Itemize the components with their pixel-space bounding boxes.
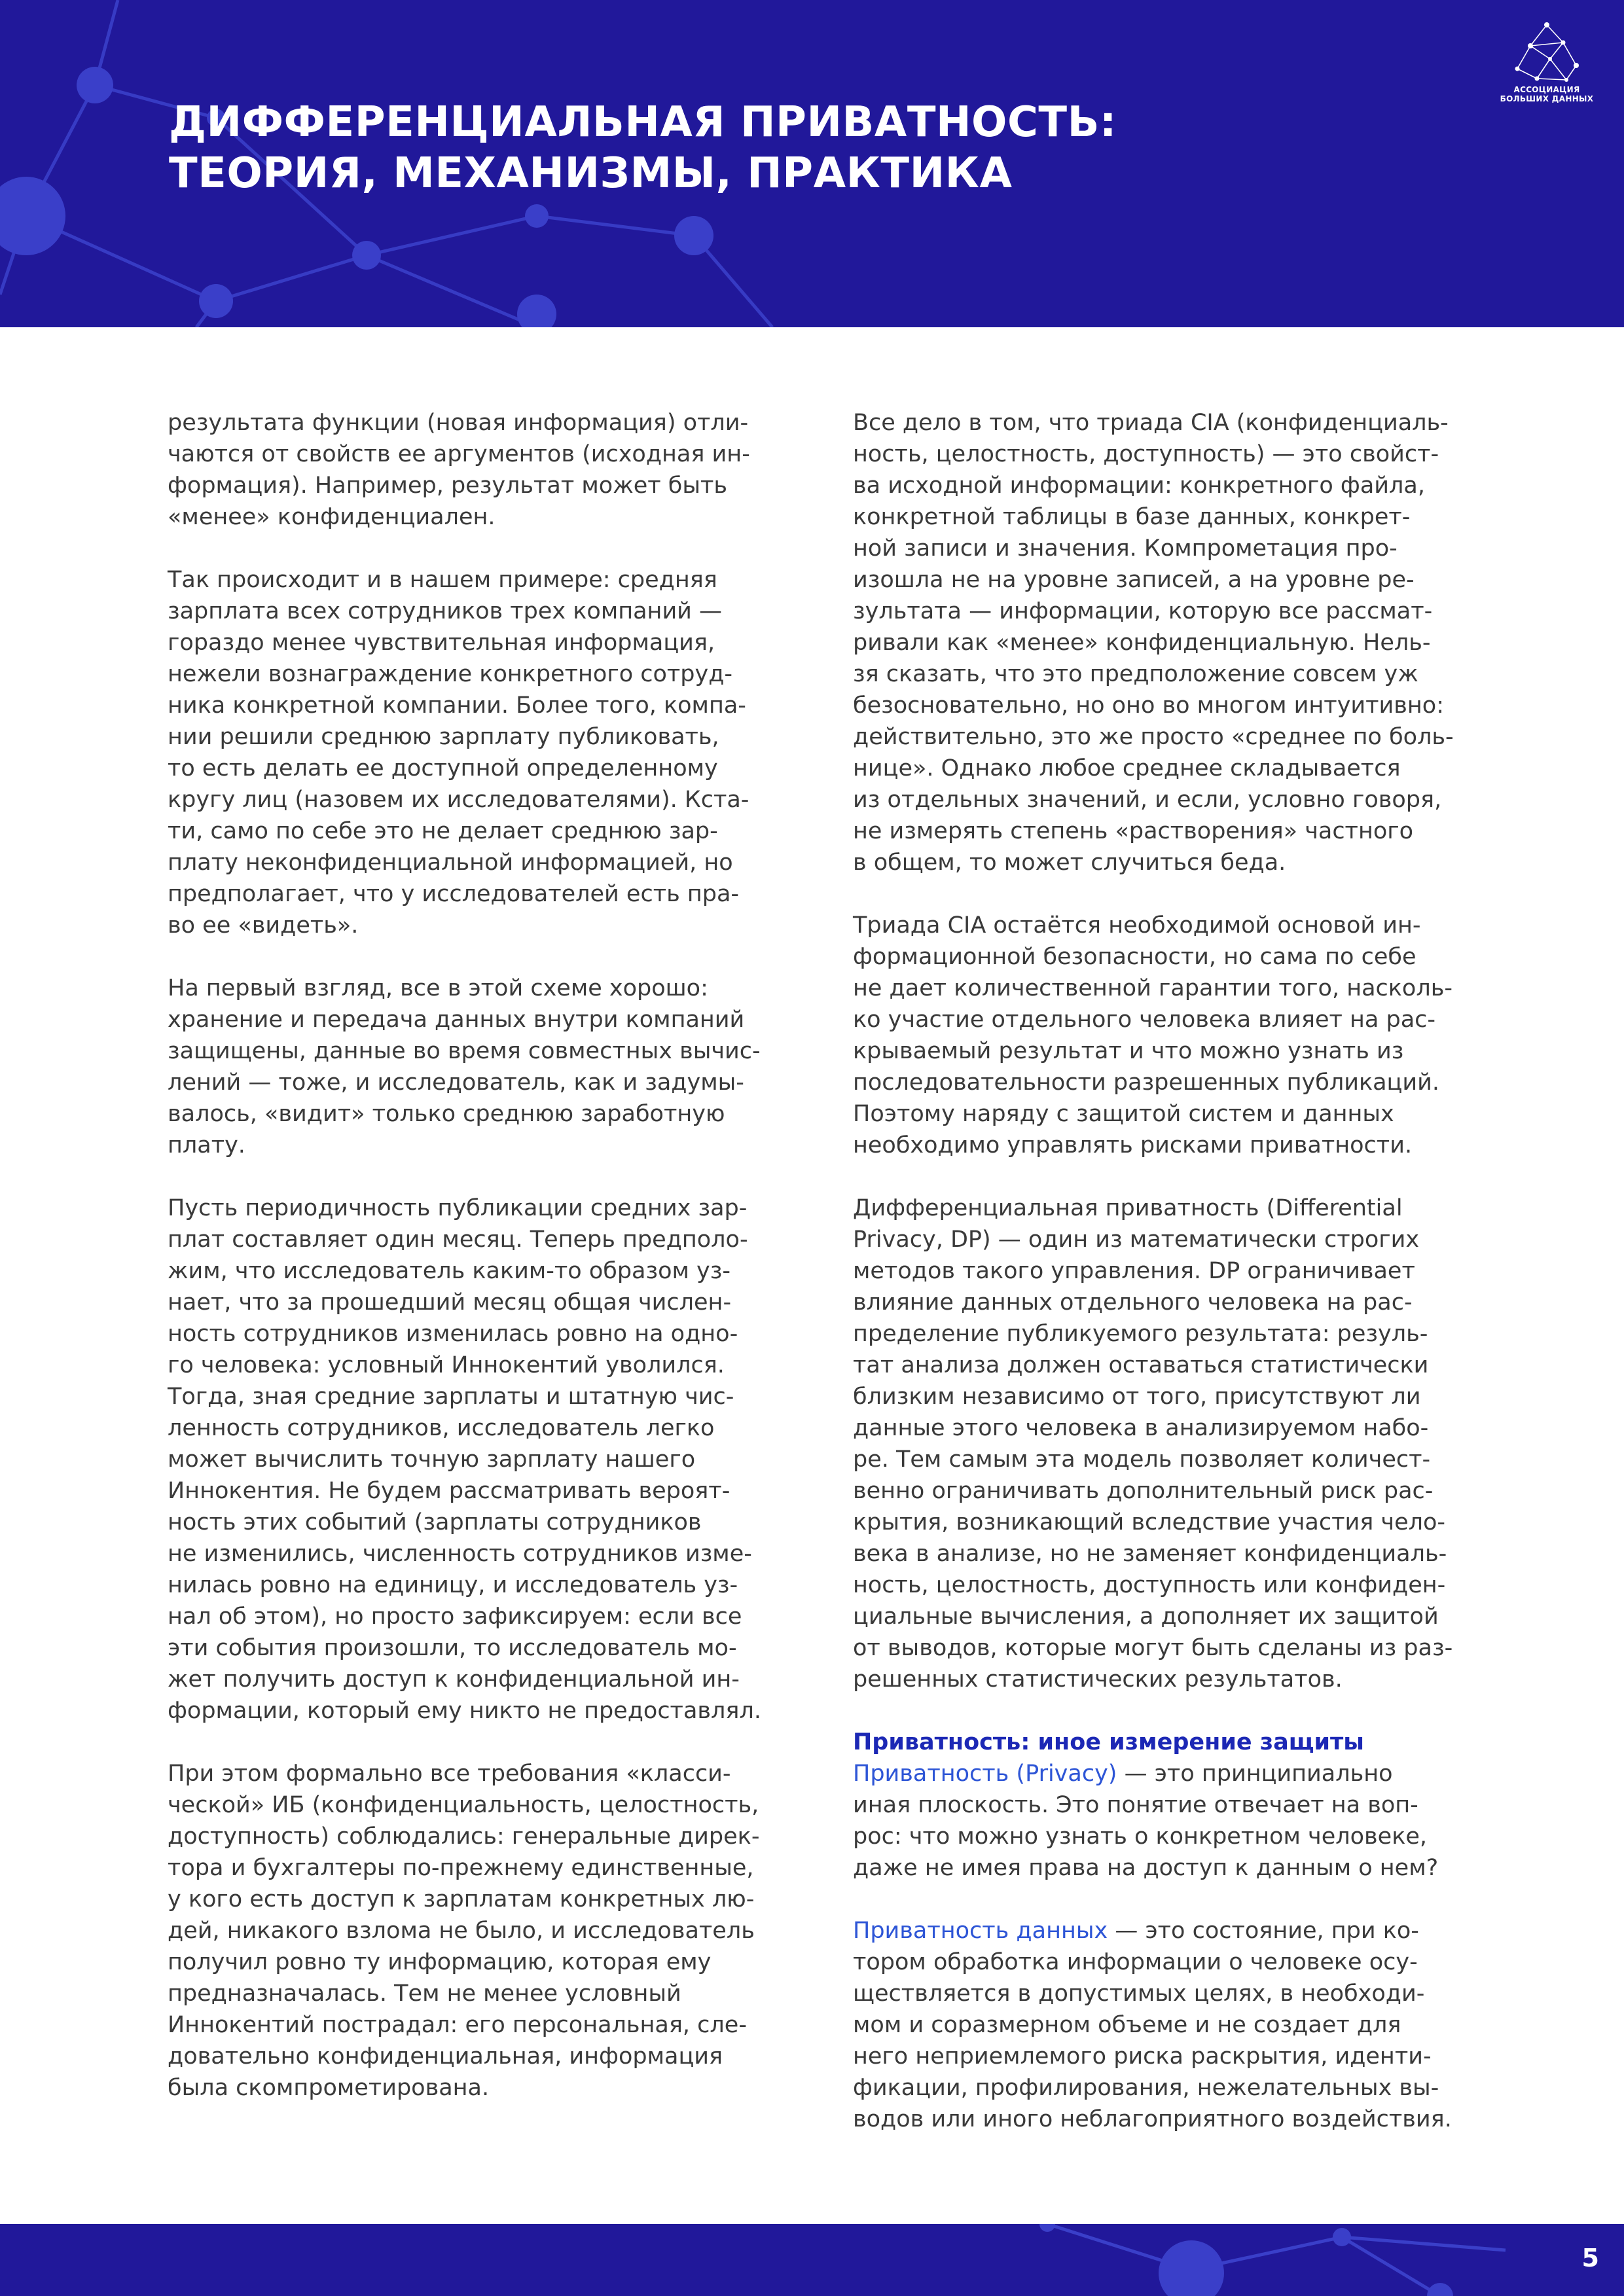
privacy-definition: — это принципиально иная плоскость. Это понятие отвечает на воп- рос: что можно узнать о конкретном человеке, даже не имея права на доступ к данным о нем?: [853, 1761, 1439, 1881]
right-paragraph-5: [853, 1915, 1501, 2135]
left-paragraph-3: На первый взгляд, все в этой схеме хорошо: хранение и передача данных внутри компаний защищены, данные во время совместных вычис- лений — тоже, и исследователь, как и задумы- валось, «видит» только среднюю заработную плату.: [168, 975, 761, 1158]
right-column: [853, 407, 1501, 2135]
logo-caption: [1486, 85, 1608, 103]
term-data-privacy: Приватность данных: [853, 1918, 1108, 1944]
page-title: [169, 97, 1117, 199]
right-paragraph-3: Дифференциальная приватность (Differential Privacy, DP) — один из математически строгих методов такого управления. DP ограничивает влияние данных отдельного человека на рас- пределение публикуемого результата: резуль- тат анализа должен оставаться статистически близким независимо от того, присутствуют ли данные этого человека в анализируемом набо- ре. Тем самым эта модель позволяет количест- венно ограничивать дополнительный риск рас- крытия, возникающий вследствие участия чело- века в анализе, но не заменяет конфиденциаль- ность, целостность, доступность или конфиден- циальные вычисления, а дополняет их защитой от выводов, которые могут быть сделаны из раз- решенных статистических результатов.: [853, 1195, 1453, 1693]
left-column: [168, 407, 789, 2135]
page-number: 5: [1581, 2244, 1599, 2272]
left-paragraph-4: Пусть периодичность публикации средних зар- плат составляет один месяц. Теперь предполо- жим, что исследователь каким-то образом уз- нает, что за прошедший месяц общая числен- ность сотрудников изменилась ровно на одно- го человека: условный Иннокентий уволился. Тогда, зная средние зарплаты и штатную чис- ленность сотрудников, исследователь легко может вычислить точную зарплату нашего Иннокентия. Не будем рассматривать вероят- ность этих событий (зарплаты сотрудников не изменились, численность сотрудников изме- нилась ровно на единицу, и исследователь уз- нал об этом), но просто зафиксируем: если все эти события произошли, то исследователь мо- жет получить доступ к конфиденциальной ин- формации, который ему никто не предоставлял.: [168, 1195, 761, 1724]
title-line-1: ДИФФЕРЕНЦИАЛЬНАЯ ПРИВАТНОСТЬ:: [169, 98, 1117, 147]
right-paragraph-1: Все дело в том, что триада CIA (конфиденциаль- ность, целостность, доступность) — это свойст- ва исходной информации: конкретного файла, конкретной таблицы в базе данных, конкрет- ной записи и значения. Компрометация про- изошла не на уровне записей, а на уровне ре- зультата — информации, которую все рассмат- ривали как «менее» конфиденциальную. Нель- зя сказать, что это предположение совсем уж безосновательно, но оно во многом интуитивно: действительно, это же просто «среднее по боль- нице». Однако любое среднее складывается из отдельных значений, и если, условно говоря, не измерять степень «растворения» частного в общем, то может случиться беда.: [853, 410, 1454, 876]
right-paragraph-4: [853, 1758, 1501, 1884]
page-footer-banner: [0, 2224, 1624, 2296]
data-privacy-definition: — это состояние, при ко- тором обработка информации о человеке осу- ществляется в допустимых целях, в необходи- мом и соразмерном объеме и не создает для него неприемлемого риска раскрытия, иденти- фикации, профилирования, нежелательных вы- водов или иного неблагоприятного воздействия.: [853, 1918, 1452, 2132]
title-line-2: ТЕОРИЯ, МЕХАНИЗМЫ, ПРАКТИКА: [169, 149, 1013, 198]
logo-caption-line-1: АССОЦИАЦИЯ: [1513, 85, 1580, 94]
left-paragraph-2: Так происходит и в нашем примере: средняя зарплата всех сотрудников трех компаний — гораздо менее чувствительная информация, нежели вознаграждение конкретного сотруд- ника конкретной компании. Более того, компа- нии решили среднюю зарплату публиковать, то есть делать ее доступной определенному кругу лиц (назовем их исследователями). Кста- ти, само по себе это не делает среднюю зар- плату неконфиденциальной информацией, но предполагает, что у исследователей есть пра- во ее «видеть».: [168, 567, 749, 939]
left-paragraph-5: При этом формально все требования «класси- ческой» ИБ (конфиденциальность, целостность, доступность) соблюдались: генеральные дирек- тора и бухгалтеры по-прежнему единственные, у кого есть доступ к зарплатам конкретных лю- дей, никакого взлома не было, и исследователь получил ровно ту информацию, которая ему предназначалась. Тем не менее условный Иннокентий пострадал: его персональная, сле- довательно конфиденциальная, информация была скомпрометирована.: [168, 1761, 760, 2101]
footer-network-graphic: [0, 2224, 1624, 2296]
page-header-banner: [0, 0, 1624, 327]
term-privacy: Приватность (Privacy): [853, 1761, 1117, 1787]
section-subheading: Приватность: иное измерение защиты: [853, 1729, 1364, 1755]
left-paragraph-1: результата функции (новая информация) отли- чаются от свойств ее аргументов (исходная ин- формация). Например, результат может быть «менее» конфиденциален.: [168, 410, 750, 530]
right-paragraph-2: Триада CIA остаётся необходимой основой ин- формационной безопасности, но сама по себе не дает количественной гарантии того, насколь- ко участие отдельного человека влияет на рас- крываемый результат и что можно узнать из последовательности разрешенных публикаций. Поэтому наряду с защитой систем и данных необходимо управлять рисками приватности.: [853, 912, 1453, 1158]
logo-caption-line-2: БОЛЬШИХ ДАННЫХ: [1500, 94, 1594, 103]
